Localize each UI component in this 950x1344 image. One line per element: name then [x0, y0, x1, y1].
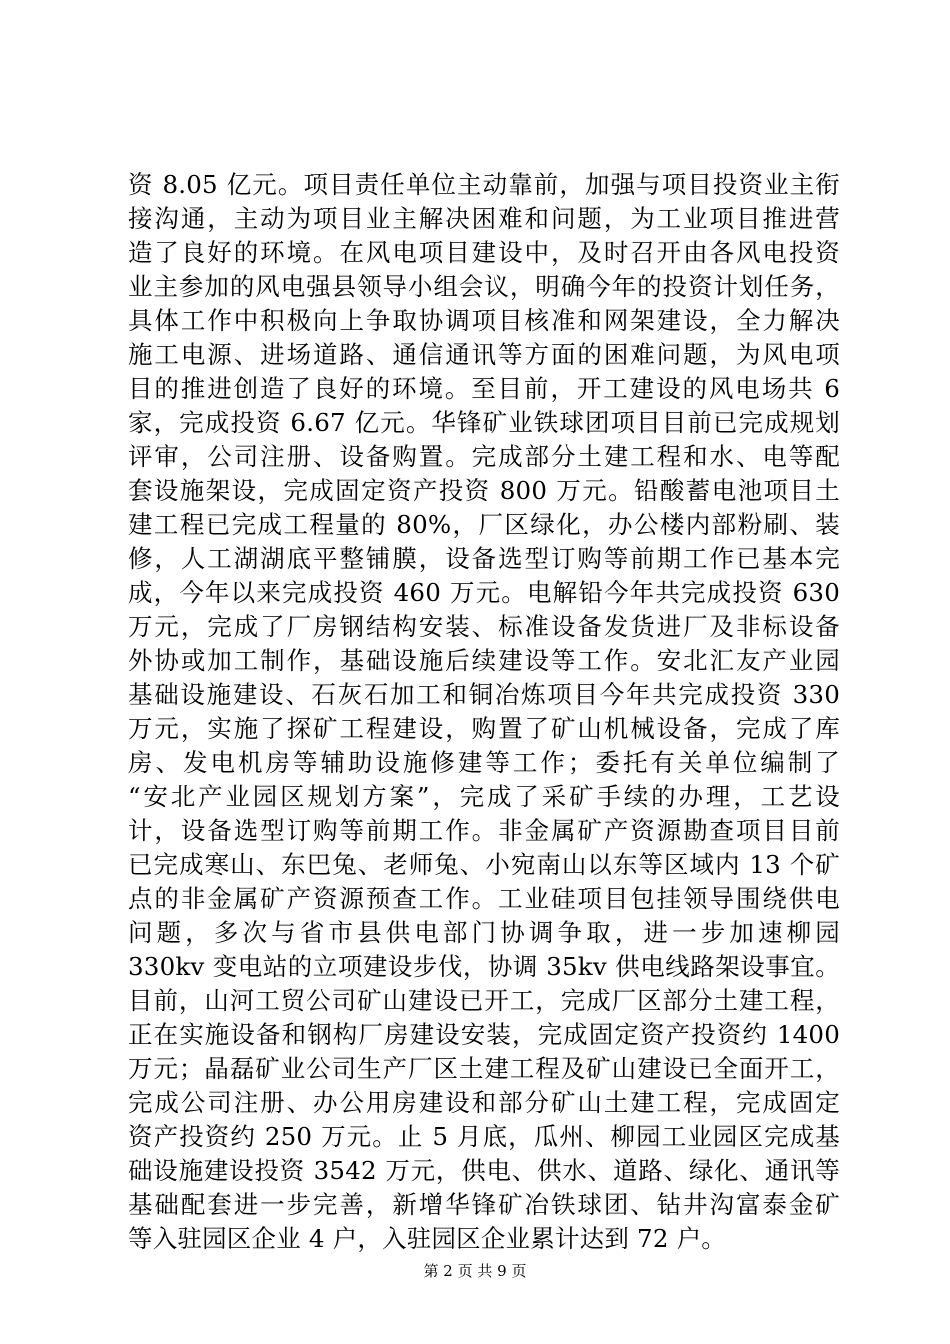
text-line: 完成公司注册、办公用房建设和部分矿山土建工程，完成固定	[128, 1088, 840, 1117]
text-line: 础设施建设投资 3542 万元，供电、供水、道路、绿化、通讯等	[128, 1156, 840, 1185]
text-line: 已完成寒山、东巴兔、老师兔、小宛南山以东等区域内 13 个矿	[128, 850, 840, 879]
text-line: 成，今年以来完成投资 460 万元。电解铅今年共完成投资 630	[128, 578, 840, 607]
page-number-footer: 第 2 页 共 9 页	[423, 1262, 527, 1280]
text-line: 外协或加工制作，基础设施后续建设等工作。安北汇友产业园	[128, 646, 840, 675]
text-line: 施工电源、进场道路、通信通讯等方面的困难问题，为风电项	[128, 340, 840, 369]
text-line: 造了良好的环境。在风电项目建设中，及时召开由各风电投资	[128, 238, 840, 267]
text-line: 目前，山河工贸公司矿山建设已开工，完成厂区部分土建工程，	[128, 986, 840, 1015]
text-line: 正在实施设备和钢构厂房建设安装，完成固定资产投资约 1400	[128, 1020, 840, 1049]
text-line: “安北产业园区规划方案”，完成了采矿手续的办理，工艺设	[128, 782, 840, 811]
text-line: 套设施架设，完成固定资产投资 800 万元。铅酸蓄电池项目土	[128, 476, 840, 505]
text-line: 房、发电机房等辅助设施修建等工作；委托有关单位编制了	[128, 748, 840, 777]
text-line: 问题，多次与省市县供电部门协调争取，进一步加速柳园	[128, 918, 840, 947]
text-line: 业主参加的风电强县领导小组会议，明确今年的投资计划任务，	[128, 272, 840, 301]
text-line: 家，完成投资 6.67 亿元。华锋矿业铁球团项目目前已完成规划	[128, 408, 840, 437]
text-line: 评审，公司注册、设备购置。完成部分土建工程和水、电等配	[128, 442, 840, 471]
text-line: 万元，实施了探矿工程建设，购置了矿山机械设备，完成了库	[128, 714, 840, 743]
text-line: 修，人工湖湖底平整铺膜，设备选型订购等前期工作已基本完	[128, 544, 840, 573]
text-line: 资产投资约 250 万元。止 5 月底，瓜州、柳园工业园区完成基	[128, 1122, 840, 1151]
text-line: 基础设施建设、石灰石加工和铜冶炼项目今年共完成投资 330	[128, 680, 840, 709]
text-line: 接沟通，主动为项目业主解决困难和问题，为工业项目推进营	[128, 204, 840, 233]
text-line: 具体工作中积极向上争取协调项目核准和网架建设，全力解决	[128, 306, 840, 335]
text-line: 目的推进创造了良好的环境。至目前，开工建设的风电场共 6	[128, 374, 840, 403]
text-line: 万元；晶磊矿业公司生产厂区土建工程及矿山建设已全面开工，	[128, 1054, 840, 1083]
body-paragraph	[128, 168, 840, 1256]
text-line: 万元，完成了厂房钢结构安装、标准设备发货进厂及非标设备	[128, 612, 840, 641]
text-line: 资 8.05 亿元。项目责任单位主动靠前，加强与项目投资业主衔	[128, 170, 840, 199]
text-line: 点的非金属矿产资源预查工作。工业硅项目包挂领导围绕供电	[128, 884, 840, 913]
text-line: 建工程已完成工程量的 80%，厂区绿化，办公楼内部粉刷、装	[128, 510, 840, 539]
text-line: 330kv 变电站的立项建设步伐，协调 35kv 供电线路架设事宜。	[128, 952, 840, 981]
text-line: 基础配套进一步完善，新增华锋矿冶铁球团、钻井沟富泰金矿	[128, 1190, 840, 1219]
text-line: 计，设备选型订购等前期工作。非金属矿产资源勘查项目目前	[128, 816, 840, 845]
text-line: 等入驻园区企业 4 户，入驻园区企业累计达到 72 户。	[128, 1224, 727, 1253]
